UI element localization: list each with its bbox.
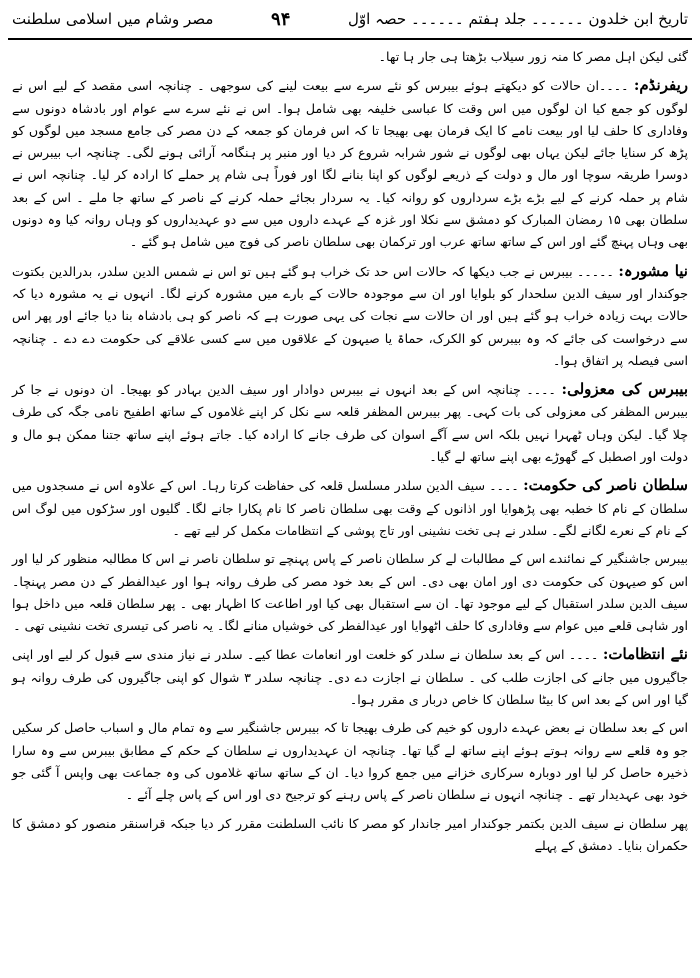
section-heading-new-arrangements: نئے انتظامات: [602, 645, 688, 664]
paragraph-text: ۔۔۔۔۔ بیبرس نے جب دیکھا کہ حالات اس حد تک خراب ہو گئے ہیں تو اس نے شمس الدین سلدر، بدرالدین بکتوت جوکندار اور سیف الدین سلحدار کو بلوایا اور ان سے موجودہ حالات کے بارے میں مشورہ کرنے لگا۔ انہوں نے یہ مشورہ دیا کہ حالات بہت زیادہ خراب ہو گئے ہیں اور ان حالات سے نجات کی یہی صورت ہے کہ ناصر کو ہی بادشاہ بنا دیا جائے اور پھر اس سے درخواست کی جائے کہ وہ بیبرس کو الکرک، حماۃ یا صیہون کے علاقوں میں سے کسی علاقے کی حکومت دے دے ۔ چنانچہ اسی فیصلہ پر اتفاق ہوا۔ [12, 263, 688, 368]
paragraph [12, 46, 688, 68]
section-heading-sultan-nasir-rule: سلطان ناصر کی حکومت: [523, 476, 688, 495]
paragraph [12, 813, 688, 858]
paragraph-text: ۔۔۔۔ سیف الدین سلدر مسلسل قلعہ کی حفاظت کرتا رہا۔ اس کے علاوہ اس نے مسجدوں میں سلطان کے نام کا خطبہ بھی پڑھوایا اور اذانوں کے وقت بھی سلطان ناصر کا نام پکارا جانے لگا۔ گلیوں اور سڑکوں میں لوگ اس کے نام کے نعرے لگانے لگے۔ سلدر نے ہی تخت نشینی اور تاج پوشی کے انتظامات مکمل کر لیے تھے ۔ [12, 478, 688, 538]
section-heading-new-advice: نیا مشورہ: [618, 261, 688, 280]
section-heading-baybars-deposition: بیبرس کی معزولی: [561, 380, 688, 399]
paragraph-text: گئی لیکن اہل مصر کا منہ زور سیلاب بڑھتا ہی جار ہا تھا۔ [378, 49, 688, 64]
paragraph-text: پھر سلطان نے سیف الدین بکتمر جوکندار امیر جاندار کو مصر کا نائب السلطنت مقرر کر دیا جبکہ قراسنقر منصور کو دمشق کا حکمران بنایا۔ دمشق کے پہلے [12, 815, 688, 853]
paragraph [12, 717, 688, 806]
header-divider [8, 38, 692, 40]
page-header [12, 6, 688, 32]
chapter-title: مصر وشام میں اسلامی سلطنت [12, 10, 214, 28]
paragraph [12, 260, 688, 372]
page-body [12, 46, 688, 974]
paragraph [12, 378, 688, 468]
paragraph-text: ۔۔۔۔ چنانچہ اس کے بعد انہوں نے بیبرس دوادار اور سیف الدین بہادر کو بھیجا۔ ان دونوں نے جا کر بیبرس المظفر کی معزولی کی بات کہی۔ پھر بیبرس المظفر قلعہ سے نکل کر اپنے غلاموں کے ساتھ اطفیح نامی جگہ کی طرف چلا گیا۔ لیکن وہاں ٹھہرا نہیں بلکہ اس سے آگے اسوان کی طرف جانے کا ارادہ کیا۔ جاتے ہوئے اپنے ساتھ جتنا ممکن ہو مال و دولت اور اصطبل کے گھوڑے بھی اپنے ساتھ لے گیا۔ [12, 382, 688, 465]
page-number: ۹۴ [271, 8, 291, 30]
paragraph [12, 548, 688, 637]
paragraph-text: ۔۔۔۔ان حالات کو دیکھتے ہوئے بیبرس کو نئے سرے سے بیعت لینے کی سوجھی ۔ چنانچہ اسی مقصد کے لیے اس نے لوگوں کو جمع کیا ان لوگوں میں اس وقت کا عباسی خلیفہ بھی شامل ہوا۔ اس نے نئے سرے سے عوام اور بادشاہ دونوں سے وفاداری کا حلف لیا اور بیعت نامے کا ایک فرمان بھی بھیجا تا کہ اس فرمان کو جمعہ کے دن مصر کی جامع مسجد میں لوگوں کو پڑھ کر سنایا جائے لیکن یہاں بھی لوگوں نے شور شرابہ شروع کر دیا اور منبر پر ہنگامہ آرائی ہونے لگی۔ چنانچہ اب بیبرس نے دوسرا طریقہ سوچا اور مال و دولت کے ذریعے لوگوں کو اپنا بنانے لگا اور فوراً ہی شام پر حملے کا ارادہ کر لیا۔ چنانچہ اس نے شام پر حملہ کرنے کے لیے بڑے بڑے سرداروں کو روانہ کیا۔ یہ سردار بجائے حملہ کرنے کے ناصر کے ساتھ جا ملے ۔ اس کے بعد سلطان بھی ۱۵ رمضان المبارک کو دمشق سے نکلا اور غزہ کے عہدے داروں میں سے دو عہدیداروں کو وہاں روانہ کیا وہ دونوں بھی وہاں پہنچ گئے اور اس کے ساتھ ساتھ عرب اور ترکمان بھی سلطان ناصر کی فوج میں شامل ہو گئے ۔ [12, 78, 688, 250]
paragraph-text: اس کے بعد سلطان نے بعض عہدے داروں کو خیم کی طرف بھیجا تا کہ بیبرس جاشنگیر سے وہ تمام مال و اسباب حاصل کر سکیں جو وہ قلعے سے روانہ ہوتے ہوئے اپنے ساتھ لے گیا تھا۔ چنانچہ ان عہدیداروں نے سلطان کے حکم کے مطابق بیبرس سے وہ سارا ذخیرہ حاصل کر لیا اور دوبارہ سرکاری خزانے میں جمع کروا دیا۔ ان کے ساتھ ساتھ غلاموں کی وہ جماعت بھی واپس آ گئی جو خود بھی عہدیدار تھے ۔ چنانچہ انہوں نے سلطان ناصر کے پاس رہنے کو ترجیح دی اور اس کے پاس چلے آئے ۔ [12, 720, 688, 803]
section-heading-referendum: ریفرنڈم: [633, 76, 688, 95]
paragraph [12, 643, 688, 711]
paragraph [12, 74, 688, 253]
paragraph-text: ۔۔۔۔ اس کے بعد سلطان نے سلدر کو خلعت اور انعامات عطا کیے۔ سلدر نے نیاز مندی سے قبول کر لیے اور اپنی جاگیروں میں جانے کی اجازت طلب کی ۔ سلطان نے اجازت دے دی۔ چنانچہ سلدر ۳ شوال کو اپنی جاگیروں کی طرف روانہ ہو گیا اور اس کے بعد اس کا بیٹا سلطان کا خاص دربار ی مقرر ہوا۔ [12, 647, 688, 708]
paragraph [12, 474, 688, 542]
book-title: تاریخ ابن خلدون ۔۔۔۔۔۔ جلد ہفتم ۔۔۔۔۔۔ حصہ اوّل [348, 10, 688, 28]
paragraph-text: بیبرس جاشنگیر کے نمائندے اس کے مطالبات لے کر سلطان ناصر کے پاس پہنچے تو سلطان ناصر نے اس کا مطالبہ منظور کر لیا اور اس کو صیہون کی حکومت دی اور امان بھی دی۔ اس کے بعد خود مصر کی طرف روانہ ہوا اور عیدالفطر کے دن مصر پہنچا۔ سیف الدین سلدر استقبال کے لیے موجود تھا۔ ان سے استقبال بھی کیا اور اطاعت کا اظہار بھی ۔ پھر سلطان قلعہ میں داخل ہوا اور شاہی قلعے میں عوام سے وفاداری کا حلف اٹھوایا اور عیدالفطر کی خوشیاں منانے لگا۔ یہ ناصر کی تیسری تخت نشینی تھی ۔ [12, 551, 688, 634]
